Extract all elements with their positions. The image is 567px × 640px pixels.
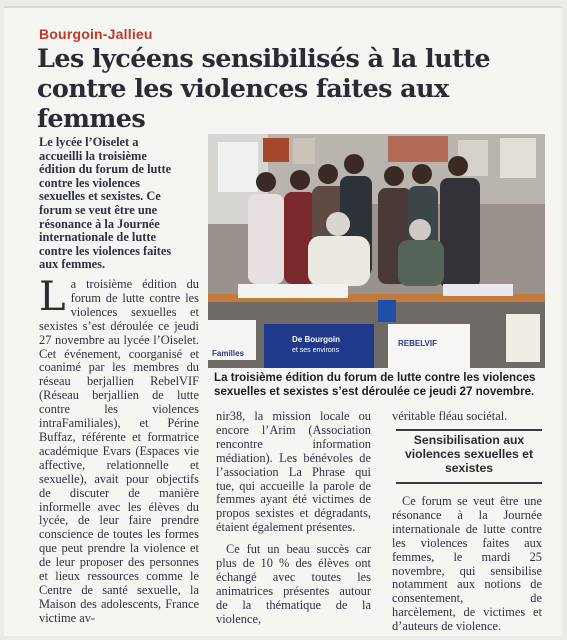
headline-line-2: contre les violences faites aux femmes: [37, 74, 449, 134]
body-column-2-para-2: Ce fut un beau succès car plus de 10 % des élèves ont échangé avec toutes les animatrices présentes autour de la thématique de la violence,: [216, 542, 371, 626]
body-column-3: [392, 495, 542, 634]
drop-cap: L: [39, 274, 66, 320]
photo-caption: La troisième édition du forum de lutte contre les violences sexuelles et sexistes s’est déroulée ce jeudi 27 novembre.: [214, 371, 536, 398]
top-rule: [4, 6, 562, 8]
body-column-3-top: [392, 410, 542, 424]
subhead: Sensibilisation aux violences sexuelles et sexistes: [404, 433, 534, 475]
body-column-1: [39, 274, 199, 626]
body-column-2-para-1: nir38, la mission locale ou encore l’Arim (Association rencontre information médiation). Les bénévoles de l’association La Phrase qui tue, qui accueille la parole de femmes ayant été victimes de propos sexistes et dégradants, étaient également présentes.: [216, 409, 371, 535]
headline-line-1: Les lycéens sensibilisés à la lutte: [37, 44, 491, 74]
newspaper-page: [4, 6, 562, 636]
subhead-rule-bottom: [396, 482, 542, 484]
body-column-2: [216, 410, 371, 627]
group-photo-illustration: [208, 134, 545, 368]
headline: [37, 44, 557, 134]
article-photo: [208, 134, 545, 368]
location-kicker: Bourgoin-Jallieu: [39, 26, 153, 42]
photo-banner-mid-1: De Bourgoin: [292, 335, 340, 344]
body-column-3-top-text: véritable fléau sociétal.: [392, 409, 508, 423]
body-column-1-text: a troisième édition du forum de lutte contre les violences sexuelles et sexistes s’est déroulée ce jeudi 27 novembre au lycée l’Oiselet. Cet événement, coorganisé et coanimé par les membres du réseau berjallien RebelVIF (Réseau berjallien de lutte contre les violences intraFamiliales), et Périne Buffaz, référente et formatrice académique Evars (Espaces vie affective, relationnelle et sexuelle), avait pour objectifs de discuter de manière informelle avec les élèves du lycée, de leur faire prendre conscience de toutes les formes que peut prendre la violence et de leur proposer des personnes et lieux ressources comme le Centre de santé sexuelle, la Maison des adolescents, France victime av-: [39, 277, 199, 625]
subhead-rule-top: [396, 429, 542, 431]
photo-banner-mid-2: et ses environs: [292, 347, 340, 354]
photo-banner-right: REBELVIF: [398, 339, 437, 348]
photo-banner-left: Familles: [212, 349, 245, 358]
lead-paragraph: Le lycée l’Oiselet a accueilli la troisième édition du forum de lutte contre les violences sexuelles et sexistes. Ce forum se veut être une résonance à la Journée internationale de lutte contre les violences faites aux femmes.: [39, 135, 172, 272]
body-column-3-text: Ce forum se veut être une résonance à la Journée internationale de lutte contre les violences faites aux femmes, le mardi 25 novembre, qui sensibilise notamment aux notions de consentement, de harcèlement, de victimes et d’auteurs de violence.: [392, 494, 542, 634]
